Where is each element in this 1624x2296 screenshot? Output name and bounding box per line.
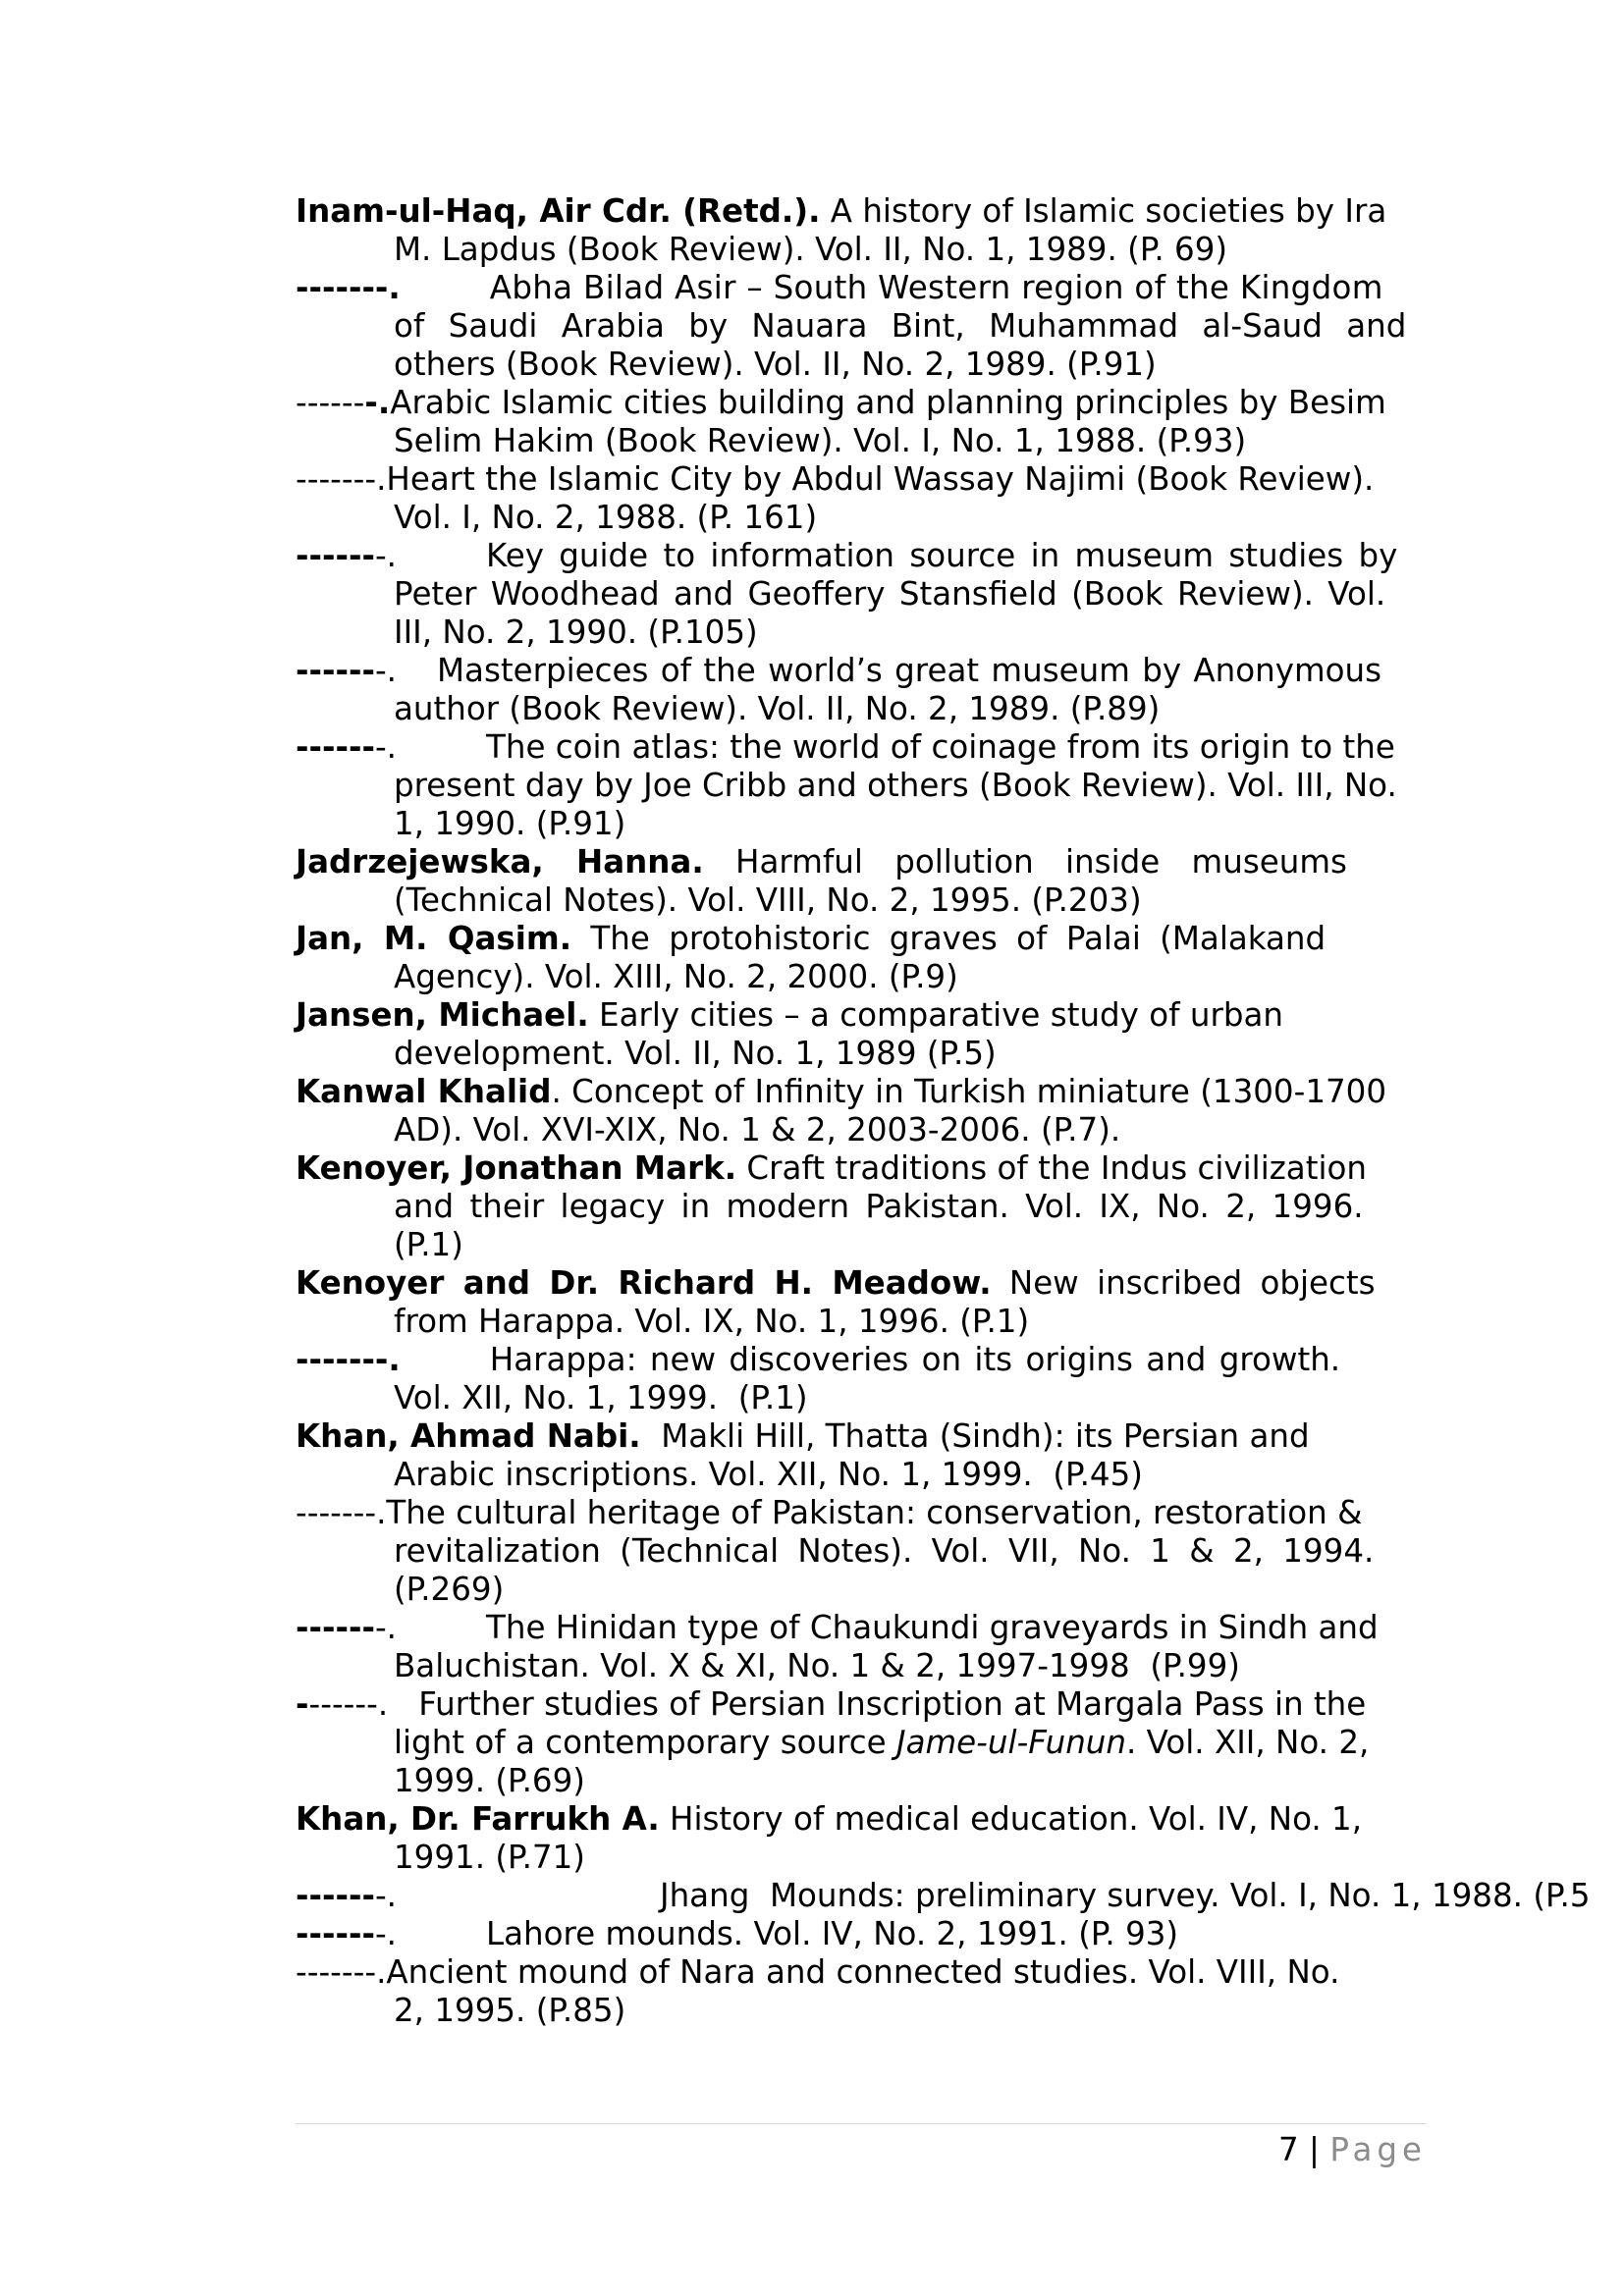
entry-text: New inscribed objects	[991, 1264, 1376, 1302]
entry-line	[296, 652, 1425, 690]
entry-line	[296, 1341, 1425, 1379]
entry-text: The cultural heritage of Pakistan: conservation, restoration &	[386, 1494, 1363, 1531]
bibliography-entry	[296, 728, 1425, 843]
bibliography-entry	[296, 1953, 1425, 2030]
entry-line	[296, 1149, 1425, 1188]
entry-line	[394, 690, 1425, 728]
entry-text: (P.269)	[394, 1571, 505, 1608]
entry-line	[394, 231, 1425, 269]
entry-text: (Technical Notes). Vol. VIII, No. 2, 1995. (P.203)	[394, 881, 1142, 919]
bibliography-entry	[296, 537, 1425, 652]
footer-separator: |	[1309, 2131, 1320, 2168]
entry-text: revitalization (Technical Notes). Vol. VII, No. 1 & 2, 1994.	[394, 1532, 1375, 1570]
entry-text: History of medical education. Vol. IV, No. 1,	[659, 1800, 1363, 1838]
entry-text: Vol. I, No. 2, 1988. (P. 161)	[394, 499, 818, 536]
author-name: Kanwal Khalid	[296, 1073, 552, 1110]
entry-line	[394, 1762, 1425, 1800]
entry-text: Arabic Islamic cities building and planning principles by Besim	[390, 384, 1386, 421]
ditto-mark: -------.	[296, 269, 401, 306]
bibliography-entry	[296, 1073, 1425, 1149]
ditto-mark: ------	[296, 728, 375, 766]
bibliography-entry	[296, 996, 1425, 1073]
entry-text: Abha Bilad Asir – South Western region of the Kingdom	[489, 269, 1383, 306]
entry-line	[394, 1992, 1425, 2030]
author-name: Jansen, Michael.	[296, 996, 589, 1034]
entry-line	[296, 1417, 1425, 1456]
entry-line	[296, 996, 1425, 1035]
author-name: Kenoyer, Jonathan Mark.	[296, 1149, 737, 1187]
entry-text: Peter Woodhead and Geoffery Stansfield (Book Review). Vol.	[394, 575, 1386, 613]
entry-text: Further studies of Persian Inscription at Margala Pass in the	[418, 1685, 1367, 1723]
ditto-mark: -.	[374, 1609, 397, 1646]
entry-line	[296, 460, 1425, 499]
entry-line	[394, 1532, 1425, 1571]
entry-line	[296, 1915, 1425, 1953]
entry-line	[296, 1073, 1425, 1111]
bibliography-entry	[296, 460, 1425, 537]
entry-line	[296, 920, 1425, 958]
entry-line	[394, 805, 1425, 843]
entry-text: The protohistoric graves of Palai (Malakand	[571, 920, 1326, 957]
entry-text: Makli Hill, Thatta (Sindh): its Persian and	[640, 1417, 1310, 1455]
ditto-mark: ------	[296, 1915, 375, 1952]
entry-text: Selim Hakim (Book Review). Vol. I, No. 1, 1988. (P.93)	[394, 422, 1247, 459]
entry-line	[394, 1839, 1425, 1877]
entry-text: Arabic inscriptions. Vol. XII, No. 1, 1999. (P.45)	[394, 1456, 1143, 1493]
page-footer	[1278, 2130, 1427, 2169]
author-name: Kenoyer and Dr. Richard H. Meadow.	[296, 1264, 992, 1302]
entry-line	[394, 422, 1425, 460]
entry-line	[296, 192, 1425, 231]
ditto-mark: ------	[296, 1877, 375, 1914]
entry-line	[296, 1953, 1425, 1992]
ditto-mark: -.	[364, 384, 391, 421]
ditto-mark: -.	[374, 1877, 397, 1914]
entry-line	[394, 1647, 1425, 1685]
entry-line	[296, 269, 1425, 307]
ditto-mark: ------	[296, 652, 375, 689]
ditto-mark: -------.	[296, 1953, 387, 1991]
page-label: Page	[1329, 2131, 1427, 2168]
ditto-mark: ------	[296, 384, 365, 421]
entry-text: Baluchistan. Vol. X & XI, No. 1 & 2, 1997-1998 (P.99)	[394, 1647, 1240, 1684]
entry-text: A history of Islamic societies by Ira	[820, 192, 1387, 230]
ditto-mark: -------.	[296, 460, 387, 498]
entry-text: Lahore mounds. Vol. IV, No. 2, 1991. (P. 93)	[486, 1915, 1179, 1952]
entry-text: Agency). Vol. XIII, No. 2, 2000. (P.9)	[394, 958, 958, 995]
entry-text: The Hinidan type of Chaukundi graveyards in Sindh and	[486, 1609, 1379, 1646]
entry-text: from Harappa. Vol. IX, No. 1, 1996. (P.1)	[394, 1303, 1030, 1340]
entry-text: 1, 1990. (P.91)	[394, 805, 626, 842]
entry-text: Heart the Islamic City by Abdul Wassay Najimi (Book Review).	[386, 460, 1375, 498]
entry-line	[394, 1188, 1425, 1226]
entry-text: and their legacy in modern Pakistan. Vol. IX, No. 2, 1996.	[394, 1188, 1364, 1225]
ditto-mark: -.	[374, 728, 397, 766]
ditto-mark: -------.	[296, 1494, 387, 1531]
entry-text: III, No. 2, 1990. (P.105)	[394, 614, 758, 651]
bibliography-entry	[296, 1915, 1425, 1953]
ditto-mark: -------.	[296, 1341, 401, 1378]
entry-line	[394, 307, 1425, 346]
entry-line	[296, 1800, 1425, 1839]
entry-text: development. Vol. II, No. 1, 1989 (P.5)	[394, 1035, 997, 1072]
entry-text: 2, 1995. (P.85)	[394, 1992, 626, 2029]
bibliography-entry	[296, 1417, 1425, 1494]
entry-text: 1999. (P.69)	[394, 1762, 585, 1799]
entry-line	[296, 384, 1425, 422]
bibliography-entry	[296, 1341, 1425, 1417]
bibliography-entry	[296, 1149, 1425, 1264]
entry-line	[296, 1264, 1425, 1303]
bibliography-entry	[296, 269, 1425, 384]
author-name: Khan, Dr. Farrukh A.	[296, 1800, 660, 1838]
bibliography-entry	[296, 192, 1425, 269]
entry-line	[296, 537, 1425, 575]
author-name: Jan, M. Qasim.	[296, 920, 572, 957]
entry-line	[394, 767, 1425, 805]
journal-title: Jame-ul-Funun	[896, 1724, 1127, 1761]
entry-text: light of a contemporary source	[394, 1724, 896, 1761]
entry-text: Craft traditions of the Indus civilization	[736, 1149, 1367, 1187]
entry-text: of Saudi Arabia by Nauara Bint, Muhammad al-Saud and	[394, 307, 1407, 345]
entry-line	[394, 1456, 1425, 1494]
entry-text: Jhang Mounds: preliminary survey. Vol. I, No. 1, 1988. (P.5	[660, 1877, 1591, 1914]
entry-text: Early cities – a comparative study of urban	[588, 996, 1283, 1034]
entry-text: The coin atlas: the world of coinage from its origin to the	[486, 728, 1395, 766]
entry-text: present day by Joe Cribb and others (Book Review). Vol. III, No.	[394, 767, 1397, 804]
entry-text: Vol. XII, No. 1, 1999. (P.1)	[394, 1379, 808, 1416]
entry-text: Key guide to information source in museum studies by	[486, 537, 1398, 574]
entry-line	[394, 614, 1425, 652]
bibliography-entry	[296, 1609, 1425, 1685]
entry-line	[296, 1609, 1425, 1647]
entry-line	[394, 1379, 1425, 1417]
entry-line	[296, 1877, 1591, 1915]
entry-line	[394, 346, 1425, 384]
entry-line	[394, 1571, 1425, 1609]
entry-text: 1991. (P.71)	[394, 1839, 585, 1876]
entry-line	[296, 843, 1425, 881]
bibliography-entry	[296, 1685, 1425, 1800]
author-name: Khan, Ahmad Nabi.	[296, 1417, 641, 1455]
author-name: Inam-ul-Haq, Air Cdr. (Retd.).	[296, 192, 821, 230]
bibliography-entry	[296, 1494, 1425, 1609]
ditto-mark: ------	[296, 537, 375, 574]
entry-line	[394, 1035, 1425, 1073]
entry-text: . Vol. XII, No. 2,	[1126, 1724, 1370, 1761]
entry-line	[296, 1685, 1425, 1724]
page-number: 7	[1277, 2131, 1299, 2168]
bibliography-entry	[296, 652, 1425, 728]
entry-text: . Concept of Infinity in Turkish miniature (1300-1700	[551, 1073, 1387, 1110]
entry-line	[394, 499, 1425, 537]
entry-text: Ancient mound of Nara and connected studies. Vol. VIII, No.	[386, 1953, 1340, 1991]
bibliography-entry	[296, 1800, 1425, 1877]
entry-line	[394, 958, 1425, 996]
ditto-mark: ------	[296, 1609, 375, 1646]
ditto-mark: -.	[374, 652, 397, 689]
bibliography-entry	[296, 1877, 1591, 1915]
ditto-mark: -	[296, 1685, 309, 1723]
entry-line	[394, 1226, 1425, 1264]
entry-line	[296, 728, 1425, 767]
entry-line	[394, 1111, 1425, 1149]
author-name: Jadrzejewska, Hanna.	[296, 843, 704, 881]
entry-text: M. Lapdus (Book Review). Vol. II, No. 1, 1989. (P. 69)	[394, 231, 1228, 268]
bibliography-list	[296, 192, 1591, 2030]
footer-divider	[296, 2123, 1427, 2124]
ditto-mark: -.	[374, 537, 397, 574]
entry-text: Harappa: new discoveries on its origins and growth.	[489, 1341, 1341, 1378]
bibliography-entry	[296, 1264, 1425, 1341]
entry-line	[394, 1724, 1425, 1762]
entry-line	[296, 1494, 1425, 1532]
bibliography-entry	[296, 920, 1425, 996]
bibliography-entry	[296, 384, 1425, 460]
entry-text: AD). Vol. XVI-XIX, No. 1 & 2, 2003-2006. (P.7).	[394, 1111, 1121, 1148]
entry-text: Harmful pollution inside museums	[703, 843, 1347, 881]
entry-line	[394, 1303, 1425, 1341]
bibliography-entry	[296, 843, 1425, 920]
entry-line	[394, 881, 1425, 920]
entry-text: others (Book Review). Vol. II, No. 2, 1989. (P.91)	[394, 346, 1157, 383]
entry-text: author (Book Review). Vol. II, No. 2, 1989. (P.89)	[394, 690, 1161, 727]
entry-text: Masterpieces of the world’s great museum by Anonymous	[437, 652, 1382, 689]
entry-line	[394, 575, 1425, 614]
entry-text: (P.1)	[394, 1226, 463, 1263]
ditto-mark: ------.	[308, 1685, 389, 1723]
ditto-mark: -.	[374, 1915, 397, 1952]
